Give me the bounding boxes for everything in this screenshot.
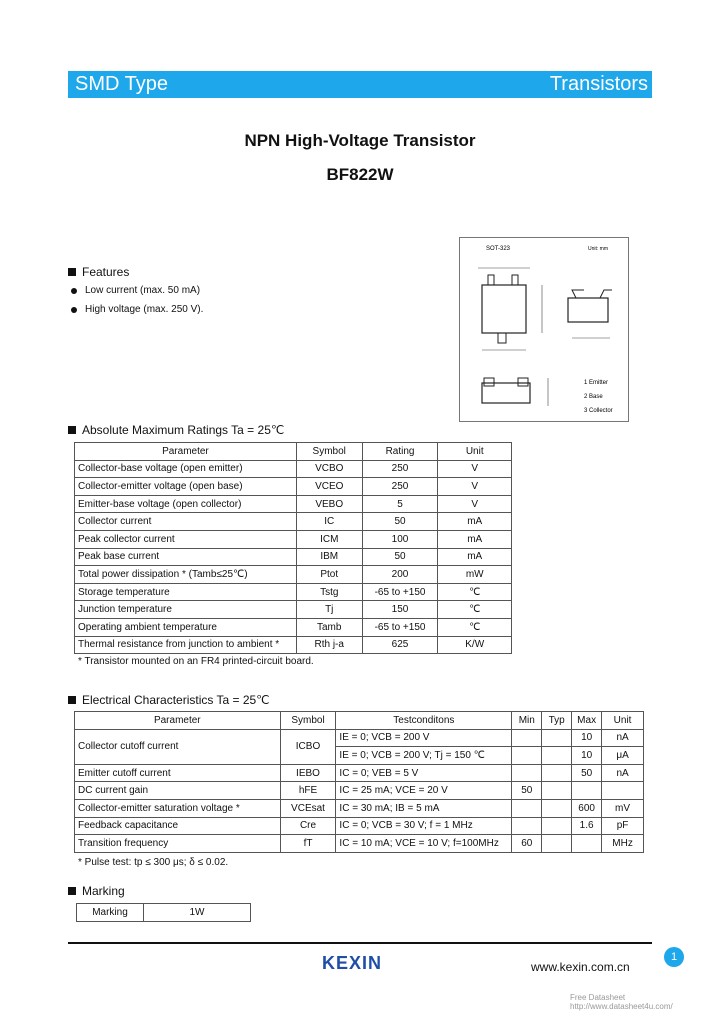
unit-cell: mV	[602, 799, 644, 817]
unit-cell: ℃	[438, 601, 512, 619]
table-row	[75, 618, 512, 636]
table-row	[75, 817, 644, 835]
max-cell: 600	[572, 799, 602, 817]
abs-max-table	[74, 442, 512, 654]
min-cell	[512, 817, 542, 835]
min-cell: 50	[512, 782, 542, 800]
parameter-cell: Collector-base voltage (open emitter)	[75, 460, 297, 478]
unit-cell: mA	[438, 513, 512, 531]
unit-cell: V	[438, 478, 512, 496]
page-number: 1	[664, 947, 684, 967]
parameter-cell: Collector cutoff current	[75, 729, 281, 764]
doc-type: SMD Type	[75, 73, 168, 95]
max-cell	[572, 782, 602, 800]
square-bullet-icon	[68, 696, 76, 704]
unit-cell: mW	[438, 566, 512, 584]
column-header: Unit	[602, 712, 644, 730]
table-row	[75, 636, 512, 654]
parameter-cell: Emitter cutoff current	[75, 764, 281, 782]
symbol-cell: IC	[296, 513, 362, 531]
symbol-cell: Rth j-a	[296, 636, 362, 654]
table-header-row	[75, 443, 512, 461]
table-row	[75, 782, 644, 800]
marking-label: Marking	[77, 904, 144, 922]
page-title: NPN High-Voltage Transistor	[244, 131, 476, 150]
table-row	[75, 530, 512, 548]
rating-cell: -65 to +150	[362, 583, 438, 601]
unit-cell: ℃	[438, 618, 512, 636]
marking-heading: Marking	[68, 884, 125, 898]
footer-rule	[68, 942, 652, 944]
pin-2-label: 2 Base	[584, 394, 603, 400]
part-number: BF822W	[326, 165, 394, 184]
table-row	[75, 478, 512, 496]
symbol-cell: Tj	[296, 601, 362, 619]
round-bullet-icon	[71, 307, 77, 313]
max-cell	[572, 835, 602, 853]
parameter-cell: Peak base current	[75, 548, 297, 566]
unit-cell: pF	[602, 817, 644, 835]
elec-note: * Pulse test: tp ≤ 300 μs; δ ≤ 0.02.	[78, 857, 229, 868]
table-header-row	[75, 712, 644, 730]
typ-cell	[542, 835, 572, 853]
typ-cell	[542, 799, 572, 817]
max-cell: 10	[572, 729, 602, 747]
rating-cell: 50	[362, 513, 438, 531]
parameter-cell: Transition frequency	[75, 835, 281, 853]
square-bullet-icon	[68, 268, 76, 276]
unit-cell: μA	[602, 747, 644, 765]
rating-cell: -65 to +150	[362, 618, 438, 636]
condition-cell: IC = 0; VCB = 30 V; f = 1 MHz	[336, 817, 512, 835]
symbol-cell: hFE	[280, 782, 336, 800]
unit-cell: mA	[438, 548, 512, 566]
condition-cell: IC = 0; VEB = 5 V	[336, 764, 512, 782]
symbol-cell: VEBO	[296, 495, 362, 513]
table-row	[75, 764, 644, 782]
features-heading: Features	[68, 265, 129, 279]
parameter-cell: Junction temperature	[75, 601, 297, 619]
package-name: SOT-323	[486, 246, 511, 252]
parameter-cell: Feedback capacitance	[75, 817, 281, 835]
typ-cell	[542, 729, 572, 747]
package-outline-svg	[460, 238, 628, 421]
parameter-cell: Storage temperature	[75, 583, 297, 601]
symbol-cell: fT	[280, 835, 336, 853]
column-header: Max	[572, 712, 602, 730]
elec-table	[74, 711, 644, 853]
table-row	[75, 835, 644, 853]
round-bullet-icon	[71, 288, 77, 294]
table-row	[75, 601, 512, 619]
unit-cell: K/W	[438, 636, 512, 654]
rating-cell: 200	[362, 566, 438, 584]
symbol-cell: Ptot	[296, 566, 362, 584]
marking-table	[76, 903, 251, 922]
kexin-logo: KEXIN	[322, 953, 383, 973]
min-cell: 60	[512, 835, 542, 853]
max-cell: 1.6	[572, 817, 602, 835]
parameter-cell: DC current gain	[75, 782, 281, 800]
column-header: Rating	[362, 443, 438, 461]
min-cell	[512, 799, 542, 817]
condition-cell: IC = 25 mA; VCE = 20 V	[336, 782, 512, 800]
unit-cell: MHz	[602, 835, 644, 853]
min-cell	[512, 747, 542, 765]
parameter-cell: Thermal resistance from junction to ambient *	[75, 636, 297, 654]
column-header: Symbol	[296, 443, 362, 461]
symbol-cell: IBM	[296, 548, 362, 566]
max-cell: 10	[572, 747, 602, 765]
condition-cell: IC = 30 mA; IB = 5 mA	[336, 799, 512, 817]
unit-cell: ℃	[438, 583, 512, 601]
abs-max-heading: Absolute Maximum Ratings Ta = 25℃	[68, 423, 284, 437]
condition-cell: IC = 10 mA; VCE = 10 V; f=100MHz	[336, 835, 512, 853]
rating-cell: 250	[362, 478, 438, 496]
table-row	[75, 495, 512, 513]
doc-category: Transistors	[549, 73, 648, 95]
table-row	[75, 729, 644, 747]
unit-cell: mA	[438, 530, 512, 548]
package-drawing	[459, 237, 629, 422]
symbol-cell: Cre	[280, 817, 336, 835]
rating-cell: 5	[362, 495, 438, 513]
symbol-cell: Tstg	[296, 583, 362, 601]
parameter-cell: Operating ambient temperature	[75, 618, 297, 636]
table-row	[75, 799, 644, 817]
typ-cell	[542, 764, 572, 782]
column-header: Symbol	[280, 712, 336, 730]
column-header: Parameter	[75, 443, 297, 461]
condition-cell: IE = 0; VCB = 200 V	[336, 729, 512, 747]
typ-cell	[542, 782, 572, 800]
square-bullet-icon	[68, 426, 76, 434]
symbol-cell: VCEO	[296, 478, 362, 496]
parameter-cell: Collector-emitter saturation voltage *	[75, 799, 281, 817]
square-bullet-icon	[68, 887, 76, 895]
symbol-cell: VCBO	[296, 460, 362, 478]
symbol-cell: Tamb	[296, 618, 362, 636]
pin-1-label: 1 Emitter	[584, 380, 609, 386]
parameter-cell: Collector-emitter voltage (open base)	[75, 478, 297, 496]
website-link[interactable]: www.kexin.com.cn	[531, 960, 630, 974]
column-header: Min	[512, 712, 542, 730]
symbol-cell: ICM	[296, 530, 362, 548]
column-header: Unit	[438, 443, 512, 461]
table-row	[75, 513, 512, 531]
parameter-cell: Collector current	[75, 513, 297, 531]
rating-cell: 50	[362, 548, 438, 566]
unit-cell: nA	[602, 764, 644, 782]
symbol-cell: IEBO	[280, 764, 336, 782]
header-banner	[68, 71, 652, 98]
table-row	[75, 460, 512, 478]
feature-item: Low current (max. 50 mA)	[71, 285, 200, 296]
parameter-cell: Emitter-base voltage (open collector)	[75, 495, 297, 513]
min-cell	[512, 729, 542, 747]
rating-cell: 250	[362, 460, 438, 478]
unit-cell	[602, 782, 644, 800]
abs-max-note: * Transistor mounted on an FR4 printed-circuit board.	[78, 656, 314, 667]
rating-cell: 625	[362, 636, 438, 654]
column-header: Testconditons	[336, 712, 512, 730]
min-cell	[512, 764, 542, 782]
symbol-cell: VCEsat	[280, 799, 336, 817]
unit-cell: nA	[602, 729, 644, 747]
parameter-cell: Peak collector current	[75, 530, 297, 548]
typ-cell	[542, 747, 572, 765]
rating-cell: 150	[362, 601, 438, 619]
column-header: Typ	[542, 712, 572, 730]
parameter-cell: Total power dissipation * (Tamb≤25℃)	[75, 566, 297, 584]
table-row	[75, 548, 512, 566]
unit-cell: V	[438, 495, 512, 513]
source-watermark: Free Datasheet http://www.datasheet4u.com/	[570, 993, 673, 1011]
elec-heading: Electrical Characteristics Ta = 25℃	[68, 693, 270, 707]
column-header: Parameter	[75, 712, 281, 730]
package-unit: Unit: mm	[588, 246, 608, 252]
table-row	[75, 583, 512, 601]
typ-cell	[542, 817, 572, 835]
unit-cell: V	[438, 460, 512, 478]
rating-cell: 100	[362, 530, 438, 548]
symbol-cell: ICBO	[280, 729, 336, 764]
max-cell: 50	[572, 764, 602, 782]
pin-3-label: 3 Collector	[584, 408, 613, 414]
marking-value: 1W	[144, 904, 251, 922]
table-row	[75, 566, 512, 584]
condition-cell: IE = 0; VCB = 200 V; Tj = 150 ℃	[336, 747, 512, 765]
feature-item: High voltage (max. 250 V).	[71, 304, 203, 315]
